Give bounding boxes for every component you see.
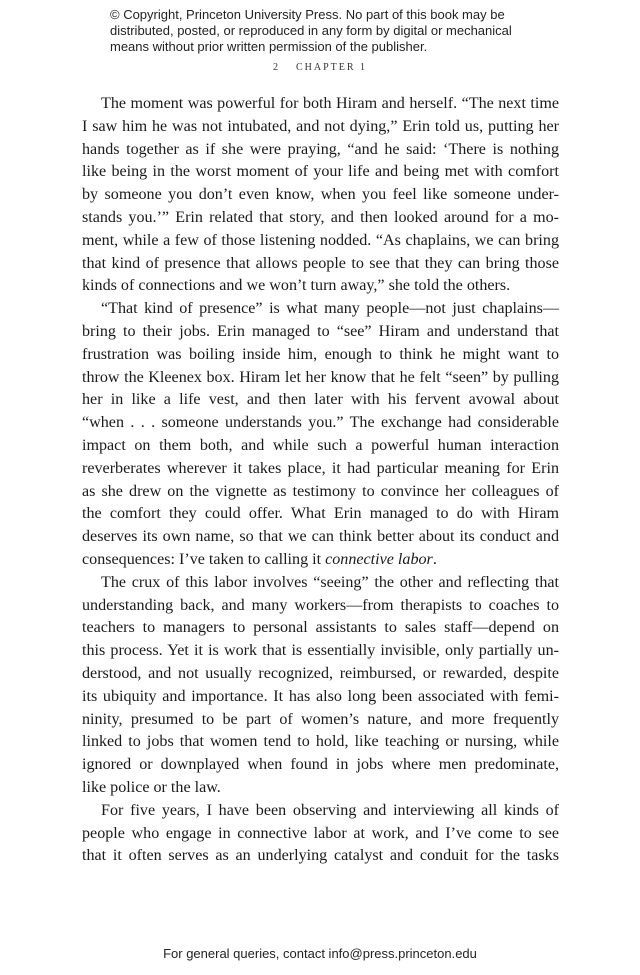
text-line: teachers to managers to personal assistants to sales staff—depend on <box>82 619 559 637</box>
text-line: as she drew on the vignette as testimony to convince her colleagues of <box>82 482 559 500</box>
text-line: ment, while a few of those listening nodded. “As chaplains, we can bring <box>82 231 559 249</box>
paragraph <box>82 298 559 572</box>
footer-contact: For general queries, contact info@press.princeton.edu <box>163 946 477 961</box>
text-line: throw the Kleenex box. Hiram let her know that he felt “seen” by pulling <box>82 368 559 386</box>
text-line <box>82 549 559 572</box>
text-line: stands you.’” Erin related that story, and then looked around for a mo- <box>82 208 559 226</box>
text-line: like police or the law. <box>82 778 221 796</box>
chapter-label: CHAPTER 1 <box>295 62 368 73</box>
body-text <box>82 93 559 868</box>
text-line: ninity, presumed to be part of women’s nature, and more frequently <box>82 710 559 728</box>
text-line: people who engage in connective labor at work, and I’ve come to see <box>82 824 559 842</box>
running-head <box>0 62 640 73</box>
text-line: her in like a life vest, and then later with his fervent avowal about <box>82 391 559 409</box>
text-line: by someone you don’t even know, when you feel like someone under- <box>82 186 559 204</box>
text-line: the comfort they could offer. What Erin managed to do with Hiram <box>82 505 559 523</box>
copyright-notice <box>110 7 550 55</box>
text-line: “when . . . someone understands you.” The exchange had considerable <box>82 414 559 432</box>
copyright-line: means without prior written permission of the publisher. <box>110 39 428 54</box>
text-line: kinds of connections and we won’t turn away,” she told the others. <box>82 277 511 295</box>
text-line: that it often serves as an underlying catalyst and conduit for the tasks <box>82 847 559 865</box>
text-line: For five years, I have been observing and interviewing all kinds of <box>101 801 559 819</box>
text-line: deserves its own name, so that we can think better about its conduct and <box>82 528 559 546</box>
text-line: like being in the worst moment of your life and being met with comfort <box>82 163 559 181</box>
text-line: I saw him he was not intubated, and not dying,” Erin told us, putting her <box>82 117 559 135</box>
copyright-line: © Copyright, Princeton University Press. No part of this book may be <box>110 7 505 22</box>
copyright-line: distributed, posted, or reproduced in any form by digital or mechanical <box>110 23 512 38</box>
text-line: impact on them both, and while such a powerful human interaction <box>82 436 559 454</box>
text-line: ignored or downplayed when found in jobs where men predominate, <box>82 756 559 774</box>
text-line: frustration was boiling inside him, enough to think he might want to <box>82 345 559 363</box>
text-line: hands together as if she were praying, “and he said: ‘There is nothing <box>82 140 559 158</box>
emphasized-term: connective labor <box>325 550 433 568</box>
text-line-start: consequences: I’ve taken to calling it <box>82 550 326 568</box>
text-line-end: . <box>432 550 437 568</box>
paragraph <box>82 93 559 298</box>
paragraph <box>82 572 559 800</box>
text-line: that kind of presence that allows people to see that they can bring those <box>82 254 559 272</box>
text-line: its ubiquity and importance. It has also long been associated with femi- <box>82 687 559 705</box>
text-line: derstood, and not usually recognized, reimbursed, or rewarded, despite <box>82 664 559 682</box>
text-line: this process. Yet it is work that is essentially invisible, only partially un- <box>82 642 559 660</box>
text-line: reverberates wherever it takes place, it had particular meaning for Erin <box>82 459 559 477</box>
page-number: 2 <box>272 62 280 73</box>
text-line: “That kind of presence” is what many people—not just chaplains— <box>101 300 559 318</box>
text-line: The moment was powerful for both Hiram and herself. “The next time <box>101 95 559 112</box>
paragraph <box>82 800 559 868</box>
text-line: bring to their jobs. Erin managed to “see” Hiram and understand that <box>82 322 559 340</box>
text-line: understanding back, and many workers—from therapists to coaches to <box>82 596 559 614</box>
text-line: linked to jobs that women tend to hold, like teaching or nursing, while <box>82 733 559 751</box>
text-line: The crux of this labor involves “seeing” the other and reflecting that <box>101 573 559 591</box>
